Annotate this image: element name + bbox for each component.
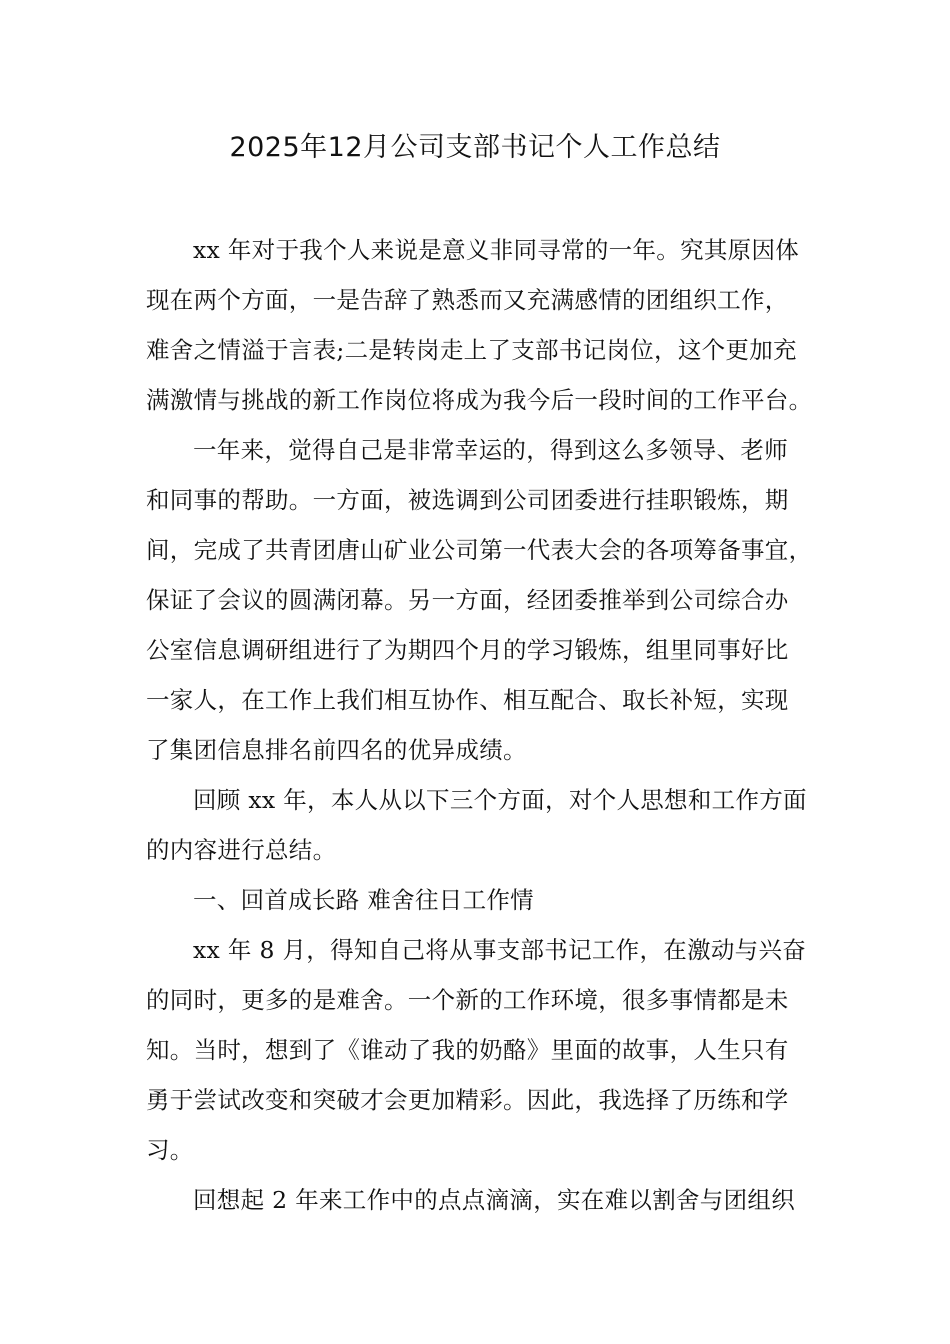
paragraph-line: 的内容进行总结。 <box>146 836 337 864</box>
section-heading: 一、回首成长路 难舍往日工作情 <box>193 886 534 914</box>
paragraph-line: 现在两个方面，一是告辞了熟悉而又充满感情的团组织工作， <box>146 286 789 314</box>
paragraph-line: 难舍之情溢于言表;二是转岗走上了支部书记岗位，这个更加充 <box>146 336 797 364</box>
paragraph-line: 公室信息调研组进行了为期四个月的学习锻炼，组里同事好比 <box>146 636 789 664</box>
paragraph-line: 满激情与挑战的新工作岗位将成为我今后一段时间的工作平台。 <box>146 386 813 414</box>
paragraph-line: 知。当时，想到了《谁动了我的奶酪》里面的故事，人生只有 <box>146 1036 789 1064</box>
paragraph-line: 回顾 xx 年，本人从以下三个方面，对个人思想和工作方面 <box>193 786 807 814</box>
paragraph-line: 一家人，在工作上我们相互协作、相互配合、取长补短，实现 <box>146 686 789 714</box>
paragraph-line: 和同事的帮助。一方面，被选调到公司团委进行挂职锻炼，期 <box>146 486 789 514</box>
paragraph-line: 一年来，觉得自己是非常幸运的，得到这么多领导、老师 <box>193 436 788 464</box>
paragraph-line: 保证了会议的圆满闭幕。另一方面，经团委推举到公司综合办 <box>146 586 789 614</box>
paragraph-line: 了集团信息排名前四名的优异成绩。 <box>146 736 527 764</box>
paragraph-line: 勇于尝试改变和突破才会更加精彩。因此，我选择了历练和学 <box>146 1086 789 1114</box>
paragraph-line: xx 年对于我个人来说是意义非同寻常的一年。究其原因体 <box>193 236 800 264</box>
paragraph-line: 回想起 2 年来工作中的点点滴滴，实在难以割舍与团组织 <box>193 1186 795 1214</box>
paragraph-line: 习。 <box>146 1136 194 1164</box>
paragraph-line: xx 年 8 月，得知自己将从事支部书记工作，在激动与兴奋 <box>193 936 807 964</box>
document-title: 2025年12月公司支部书记个人工作总结 <box>229 132 721 163</box>
paragraph-line: 的同时，更多的是难舍。一个新的工作环境，很多事情都是未 <box>146 986 789 1014</box>
paragraph-line: 间，完成了共青团唐山矿业公司第一代表大会的各项筹备事宜， <box>146 536 813 564</box>
